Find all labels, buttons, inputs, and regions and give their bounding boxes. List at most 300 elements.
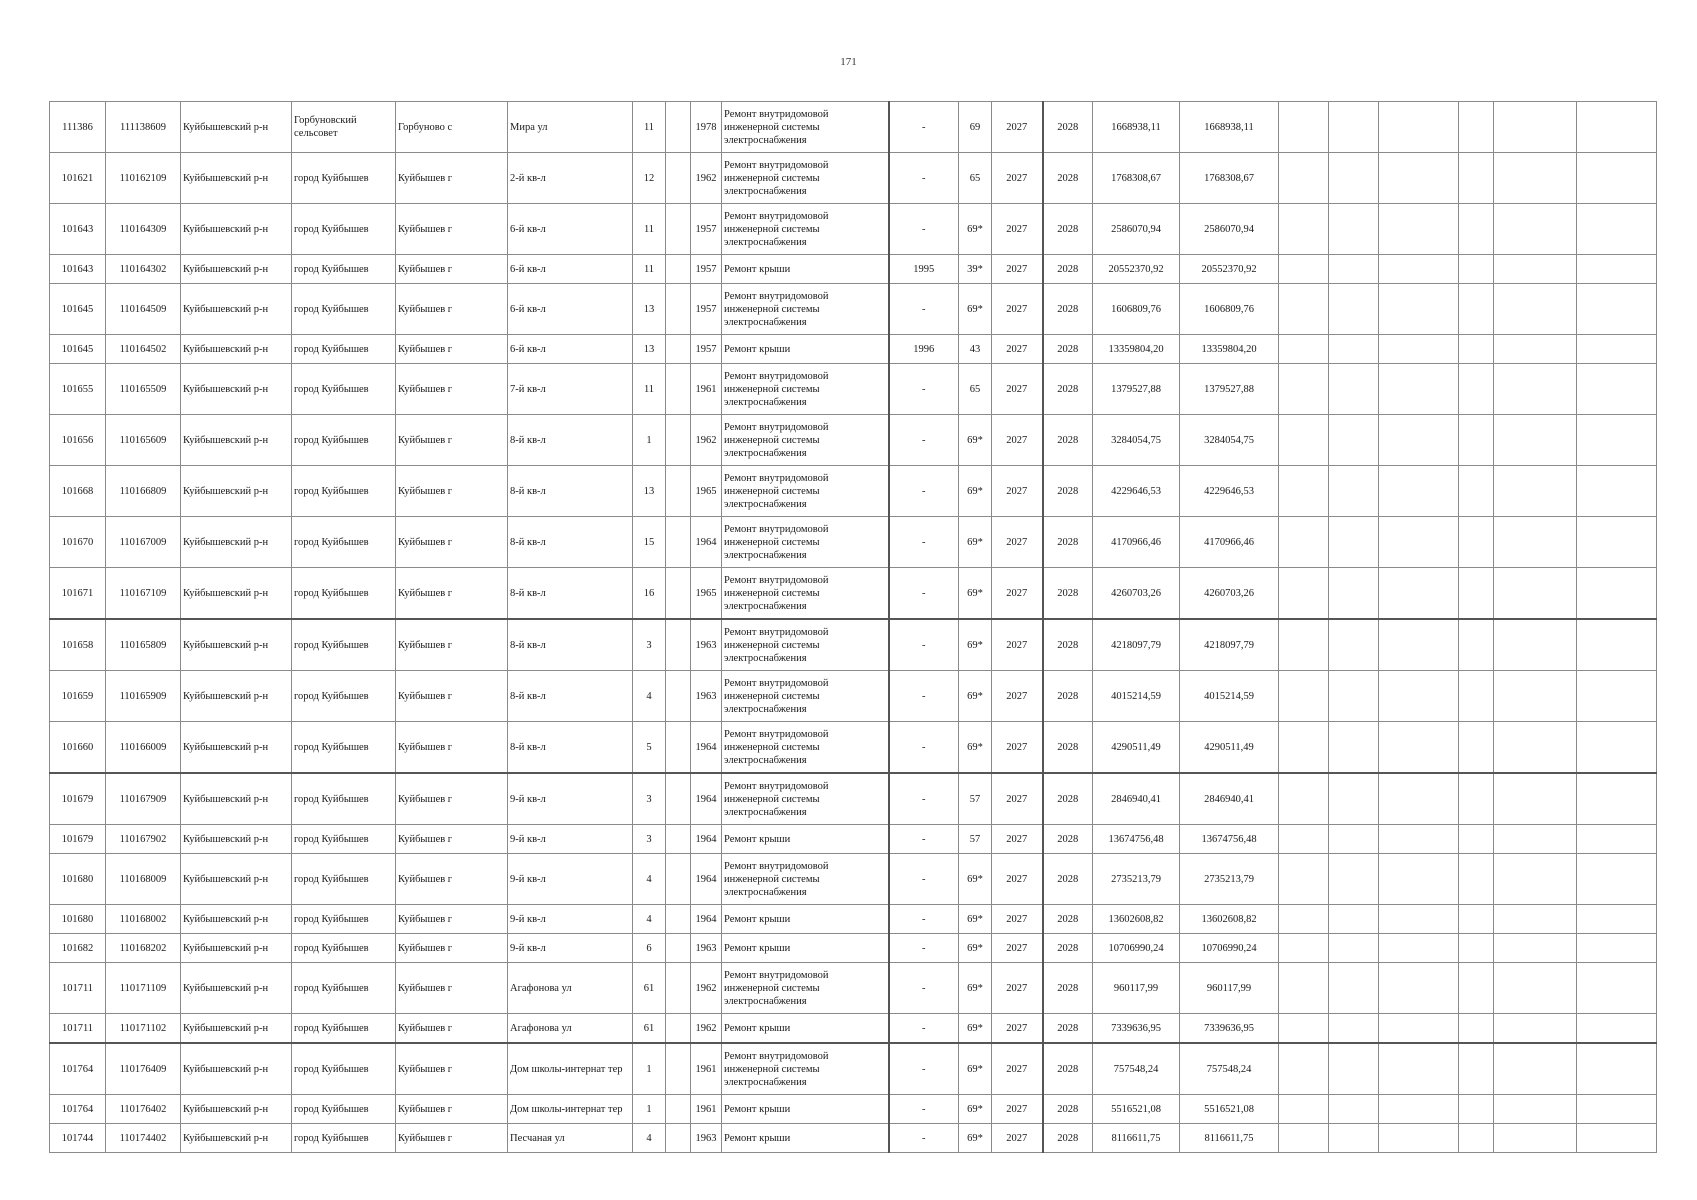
work-code: 110164309 — [106, 204, 181, 255]
settlement: город Куйбышев — [292, 284, 396, 335]
settlement: город Куйбышев — [292, 722, 396, 774]
plan-year-to: 2028 — [1043, 204, 1093, 255]
build-year: 1962 — [691, 415, 722, 466]
empty-cell — [1577, 204, 1657, 255]
house-id: 101711 — [50, 963, 106, 1014]
empty-cell — [1379, 102, 1459, 153]
empty-cell — [1379, 415, 1459, 466]
district: Куйбышевский р-н — [181, 102, 292, 153]
wear-percent: 69* — [959, 1043, 992, 1095]
cost-total: 4260703,26 — [1180, 568, 1279, 620]
locality: Куйбышев г — [396, 825, 508, 854]
house-id: 101711 — [50, 1014, 106, 1044]
table-row — [50, 934, 1657, 963]
empty-cell — [1459, 153, 1494, 204]
locality: Куйбышев г — [396, 466, 508, 517]
district: Куйбышевский р-н — [181, 825, 292, 854]
street: Дом школы-интернат тер — [508, 1043, 633, 1095]
locality: Куйбышев г — [396, 153, 508, 204]
cost-total: 1379527,88 — [1180, 364, 1279, 415]
district: Куйбышевский р-н — [181, 722, 292, 774]
house-number: 11 — [633, 204, 666, 255]
settlement: город Куйбышев — [292, 568, 396, 620]
plan-year-to: 2028 — [1043, 825, 1093, 854]
empty-cell — [1459, 364, 1494, 415]
street: Агафонова ул — [508, 963, 633, 1014]
build-year: 1963 — [691, 671, 722, 722]
plan-year-from: 2027 — [992, 153, 1043, 204]
table-row — [50, 364, 1657, 415]
plan-year-to: 2028 — [1043, 854, 1093, 905]
locality: Куйбышев г — [396, 1043, 508, 1095]
empty-cell — [1279, 619, 1329, 671]
settlement: город Куйбышев — [292, 415, 396, 466]
empty-cell — [1577, 934, 1657, 963]
last-repair-year: - — [889, 773, 959, 825]
build-year: 1965 — [691, 568, 722, 620]
empty-cell — [1279, 415, 1329, 466]
district: Куйбышевский р-н — [181, 284, 292, 335]
empty-cell — [1577, 153, 1657, 204]
locality: Куйбышев г — [396, 1095, 508, 1124]
settlement: город Куйбышев — [292, 1095, 396, 1124]
building-number — [666, 671, 691, 722]
house-id: 101643 — [50, 255, 106, 284]
build-year: 1962 — [691, 963, 722, 1014]
empty-cell — [1279, 825, 1329, 854]
settlement: город Куйбышев — [292, 671, 396, 722]
building-number — [666, 1014, 691, 1044]
locality: Куйбышев г — [396, 1124, 508, 1153]
work-code: 110164502 — [106, 335, 181, 364]
empty-cell — [1494, 671, 1577, 722]
wear-percent: 69* — [959, 854, 992, 905]
wear-percent: 69* — [959, 905, 992, 934]
wear-percent: 39* — [959, 255, 992, 284]
settlement: город Куйбышев — [292, 255, 396, 284]
street: 6-й кв-л — [508, 204, 633, 255]
plan-year-to: 2028 — [1043, 255, 1093, 284]
work-code: 110176402 — [106, 1095, 181, 1124]
locality: Куйбышев г — [396, 905, 508, 934]
empty-cell — [1379, 825, 1459, 854]
empty-cell — [1494, 854, 1577, 905]
locality: Куйбышев г — [396, 415, 508, 466]
house-id: 101744 — [50, 1124, 106, 1153]
last-repair-year: - — [889, 854, 959, 905]
empty-cell — [1459, 671, 1494, 722]
build-year: 1963 — [691, 934, 722, 963]
house-number: 1 — [633, 415, 666, 466]
empty-cell — [1379, 1014, 1459, 1044]
empty-cell — [1329, 517, 1379, 568]
district: Куйбышевский р-н — [181, 204, 292, 255]
district: Куйбышевский р-н — [181, 1124, 292, 1153]
wear-percent: 69* — [959, 204, 992, 255]
work-type: Ремонт крыши — [722, 1124, 889, 1153]
house-id: 101680 — [50, 854, 106, 905]
work-type: Ремонт внутридомовой инженерной системы электроснабжения — [722, 466, 889, 517]
settlement: город Куйбышев — [292, 854, 396, 905]
locality: Куйбышев г — [396, 722, 508, 774]
plan-year-from: 2027 — [992, 963, 1043, 1014]
empty-cell — [1279, 568, 1329, 620]
table-row — [50, 905, 1657, 934]
empty-cell — [1459, 335, 1494, 364]
building-number — [666, 773, 691, 825]
cost: 1606809,76 — [1093, 284, 1180, 335]
empty-cell — [1279, 466, 1329, 517]
building-number — [666, 963, 691, 1014]
empty-cell — [1577, 773, 1657, 825]
plan-year-to: 2028 — [1043, 153, 1093, 204]
settlement: город Куйбышев — [292, 335, 396, 364]
empty-cell — [1459, 773, 1494, 825]
wear-percent: 69* — [959, 568, 992, 620]
empty-cell — [1459, 415, 1494, 466]
empty-cell — [1379, 1095, 1459, 1124]
empty-cell — [1279, 963, 1329, 1014]
work-code: 110166809 — [106, 466, 181, 517]
cost: 2586070,94 — [1093, 204, 1180, 255]
wear-percent: 69* — [959, 1124, 992, 1153]
cost: 5516521,08 — [1093, 1095, 1180, 1124]
plan-year-from: 2027 — [992, 905, 1043, 934]
empty-cell — [1459, 1095, 1494, 1124]
plan-year-to: 2028 — [1043, 466, 1093, 517]
building-number — [666, 466, 691, 517]
cost-total: 13674756,48 — [1180, 825, 1279, 854]
street: 6-й кв-л — [508, 255, 633, 284]
table-row — [50, 1014, 1657, 1044]
build-year: 1964 — [691, 854, 722, 905]
cost-total: 4015214,59 — [1180, 671, 1279, 722]
locality: Куйбышев г — [396, 963, 508, 1014]
build-year: 1964 — [691, 905, 722, 934]
cost-total: 2586070,94 — [1180, 204, 1279, 255]
table-row — [50, 568, 1657, 620]
wear-percent: 69* — [959, 466, 992, 517]
house-id: 101655 — [50, 364, 106, 415]
cost: 13674756,48 — [1093, 825, 1180, 854]
build-year: 1957 — [691, 255, 722, 284]
work-type: Ремонт внутридомовой инженерной системы электроснабжения — [722, 568, 889, 620]
district: Куйбышевский р-н — [181, 517, 292, 568]
district: Куйбышевский р-н — [181, 364, 292, 415]
house-id: 101680 — [50, 905, 106, 934]
street: 8-й кв-л — [508, 415, 633, 466]
table-row — [50, 415, 1657, 466]
cost: 4290511,49 — [1093, 722, 1180, 774]
empty-cell — [1577, 415, 1657, 466]
page-number: 171 — [840, 56, 857, 68]
empty-cell — [1329, 204, 1379, 255]
last-repair-year: - — [889, 153, 959, 204]
plan-year-from: 2027 — [992, 1014, 1043, 1044]
wear-percent: 69* — [959, 415, 992, 466]
plan-year-from: 2027 — [992, 415, 1043, 466]
plan-year-from: 2027 — [992, 364, 1043, 415]
last-repair-year: - — [889, 1043, 959, 1095]
work-type: Ремонт внутридомовой инженерной системы электроснабжения — [722, 517, 889, 568]
wear-percent: 57 — [959, 773, 992, 825]
empty-cell — [1329, 825, 1379, 854]
plan-year-from: 2027 — [992, 773, 1043, 825]
cost: 960117,99 — [1093, 963, 1180, 1014]
empty-cell — [1379, 284, 1459, 335]
empty-cell — [1329, 568, 1379, 620]
cost: 8116611,75 — [1093, 1124, 1180, 1153]
table-row — [50, 1095, 1657, 1124]
empty-cell — [1459, 825, 1494, 854]
locality: Куйбышев г — [396, 934, 508, 963]
work-code: 110165909 — [106, 671, 181, 722]
empty-cell — [1379, 671, 1459, 722]
plan-year-from: 2027 — [992, 854, 1043, 905]
empty-cell — [1379, 568, 1459, 620]
last-repair-year: - — [889, 517, 959, 568]
building-number — [666, 568, 691, 620]
house-id: 101679 — [50, 825, 106, 854]
house-id: 101670 — [50, 517, 106, 568]
wear-percent: 69 — [959, 102, 992, 153]
district: Куйбышевский р-н — [181, 963, 292, 1014]
last-repair-year: - — [889, 1124, 959, 1153]
wear-percent: 69* — [959, 1014, 992, 1044]
build-year: 1963 — [691, 619, 722, 671]
house-number: 3 — [633, 825, 666, 854]
empty-cell — [1329, 671, 1379, 722]
house-number: 11 — [633, 255, 666, 284]
house-number: 11 — [633, 364, 666, 415]
house-id: 101764 — [50, 1095, 106, 1124]
work-code: 110164302 — [106, 255, 181, 284]
building-number — [666, 255, 691, 284]
empty-cell — [1329, 854, 1379, 905]
cost-total: 1768308,67 — [1180, 153, 1279, 204]
street: Мира ул — [508, 102, 633, 153]
cost-total: 4218097,79 — [1180, 619, 1279, 671]
building-number — [666, 1043, 691, 1095]
cost-total: 7339636,95 — [1180, 1014, 1279, 1044]
empty-cell — [1577, 255, 1657, 284]
empty-cell — [1379, 1043, 1459, 1095]
wear-percent: 69* — [959, 934, 992, 963]
empty-cell — [1379, 364, 1459, 415]
house-number: 4 — [633, 905, 666, 934]
build-year: 1961 — [691, 364, 722, 415]
plan-year-from: 2027 — [992, 335, 1043, 364]
empty-cell — [1329, 335, 1379, 364]
cost: 1768308,67 — [1093, 153, 1180, 204]
plan-year-to: 2028 — [1043, 671, 1093, 722]
house-number: 1 — [633, 1095, 666, 1124]
work-type: Ремонт внутридомовой инженерной системы электроснабжения — [722, 854, 889, 905]
last-repair-year: - — [889, 466, 959, 517]
street: 6-й кв-л — [508, 335, 633, 364]
wear-percent: 69* — [959, 619, 992, 671]
empty-cell — [1577, 619, 1657, 671]
work-type: Ремонт внутридомовой инженерной системы электроснабжения — [722, 153, 889, 204]
empty-cell — [1459, 568, 1494, 620]
empty-cell — [1577, 517, 1657, 568]
street: 9-й кв-л — [508, 773, 633, 825]
house-id: 101621 — [50, 153, 106, 204]
street: 8-й кв-л — [508, 466, 633, 517]
empty-cell — [1279, 204, 1329, 255]
cost-total: 2735213,79 — [1180, 854, 1279, 905]
build-year: 1963 — [691, 1124, 722, 1153]
build-year: 1961 — [691, 1043, 722, 1095]
table-row — [50, 773, 1657, 825]
work-code: 110165609 — [106, 415, 181, 466]
wear-percent: 65 — [959, 153, 992, 204]
plan-year-to: 2028 — [1043, 415, 1093, 466]
wear-percent: 69* — [959, 722, 992, 774]
district: Куйбышевский р-н — [181, 1014, 292, 1044]
plan-year-from: 2027 — [992, 255, 1043, 284]
empty-cell — [1279, 1095, 1329, 1124]
empty-cell — [1459, 722, 1494, 774]
last-repair-year: - — [889, 1095, 959, 1124]
work-code: 110168002 — [106, 905, 181, 934]
plan-year-from: 2027 — [992, 619, 1043, 671]
locality: Куйбышев г — [396, 1014, 508, 1044]
building-number — [666, 102, 691, 153]
building-number — [666, 1124, 691, 1153]
locality: Куйбышев г — [396, 568, 508, 620]
house-id: 101668 — [50, 466, 106, 517]
district: Куйбышевский р-н — [181, 568, 292, 620]
street: 8-й кв-л — [508, 671, 633, 722]
empty-cell — [1577, 466, 1657, 517]
plan-year-to: 2028 — [1043, 1095, 1093, 1124]
table-row — [50, 466, 1657, 517]
build-year: 1962 — [691, 153, 722, 204]
empty-cell — [1494, 934, 1577, 963]
building-number — [666, 722, 691, 774]
empty-cell — [1459, 204, 1494, 255]
wear-percent: 69* — [959, 671, 992, 722]
empty-cell — [1459, 934, 1494, 963]
cost: 4015214,59 — [1093, 671, 1180, 722]
work-code: 110167109 — [106, 568, 181, 620]
empty-cell — [1329, 1124, 1379, 1153]
empty-cell — [1329, 466, 1379, 517]
last-repair-year: - — [889, 619, 959, 671]
empty-cell — [1379, 619, 1459, 671]
build-year: 1964 — [691, 773, 722, 825]
empty-cell — [1279, 854, 1329, 905]
building-number — [666, 619, 691, 671]
table-row — [50, 255, 1657, 284]
table-row — [50, 1124, 1657, 1153]
plan-year-from: 2027 — [992, 204, 1043, 255]
empty-cell — [1329, 773, 1379, 825]
empty-cell — [1494, 204, 1577, 255]
last-repair-year: - — [889, 284, 959, 335]
house-number: 4 — [633, 1124, 666, 1153]
build-year: 1957 — [691, 204, 722, 255]
work-type: Ремонт внутридомовой инженерной системы электроснабжения — [722, 284, 889, 335]
empty-cell — [1459, 284, 1494, 335]
house-number: 3 — [633, 773, 666, 825]
empty-cell — [1379, 722, 1459, 774]
empty-cell — [1329, 934, 1379, 963]
plan-year-to: 2028 — [1043, 963, 1093, 1014]
build-year: 1964 — [691, 722, 722, 774]
last-repair-year: - — [889, 568, 959, 620]
last-repair-year: - — [889, 825, 959, 854]
work-code: 110176409 — [106, 1043, 181, 1095]
house-id: 101679 — [50, 773, 106, 825]
empty-cell — [1494, 153, 1577, 204]
empty-cell — [1279, 1124, 1329, 1153]
plan-year-from: 2027 — [992, 102, 1043, 153]
house-id: 101658 — [50, 619, 106, 671]
cost: 1379527,88 — [1093, 364, 1180, 415]
locality: Куйбышев г — [396, 335, 508, 364]
house-number: 61 — [633, 963, 666, 1014]
plan-year-to: 2028 — [1043, 619, 1093, 671]
cost-total: 1606809,76 — [1180, 284, 1279, 335]
empty-cell — [1494, 255, 1577, 284]
cost-total: 3284054,75 — [1180, 415, 1279, 466]
empty-cell — [1577, 335, 1657, 364]
district: Куйбышевский р-н — [181, 854, 292, 905]
build-year: 1961 — [691, 1095, 722, 1124]
plan-year-to: 2028 — [1043, 773, 1093, 825]
empty-cell — [1379, 153, 1459, 204]
empty-cell — [1494, 773, 1577, 825]
plan-year-to: 2028 — [1043, 335, 1093, 364]
building-number — [666, 364, 691, 415]
street: Агафонова ул — [508, 1014, 633, 1044]
empty-cell — [1577, 284, 1657, 335]
empty-cell — [1329, 284, 1379, 335]
locality: Куйбышев г — [396, 517, 508, 568]
street: 8-й кв-л — [508, 722, 633, 774]
empty-cell — [1494, 722, 1577, 774]
house-id: 101764 — [50, 1043, 106, 1095]
house-number: 12 — [633, 153, 666, 204]
house-number: 13 — [633, 284, 666, 335]
empty-cell — [1494, 466, 1577, 517]
empty-cell — [1329, 1043, 1379, 1095]
street: Песчаная ул — [508, 1124, 633, 1153]
building-number — [666, 1095, 691, 1124]
wear-percent: 69* — [959, 1095, 992, 1124]
locality: Куйбышев г — [396, 364, 508, 415]
house-number: 15 — [633, 517, 666, 568]
district: Куйбышевский р-н — [181, 1043, 292, 1095]
house-number: 4 — [633, 854, 666, 905]
empty-cell — [1494, 1014, 1577, 1044]
settlement: город Куйбышев — [292, 825, 396, 854]
cost: 757548,24 — [1093, 1043, 1180, 1095]
empty-cell — [1279, 284, 1329, 335]
building-number — [666, 825, 691, 854]
wear-percent: 57 — [959, 825, 992, 854]
build-year: 1965 — [691, 466, 722, 517]
settlement: город Куйбышев — [292, 364, 396, 415]
street: Дом школы-интернат тер — [508, 1095, 633, 1124]
empty-cell — [1279, 1043, 1329, 1095]
empty-cell — [1329, 364, 1379, 415]
work-type: Ремонт внутридомовой инженерной системы электроснабжения — [722, 722, 889, 774]
table-row — [50, 825, 1657, 854]
empty-cell — [1329, 1095, 1379, 1124]
